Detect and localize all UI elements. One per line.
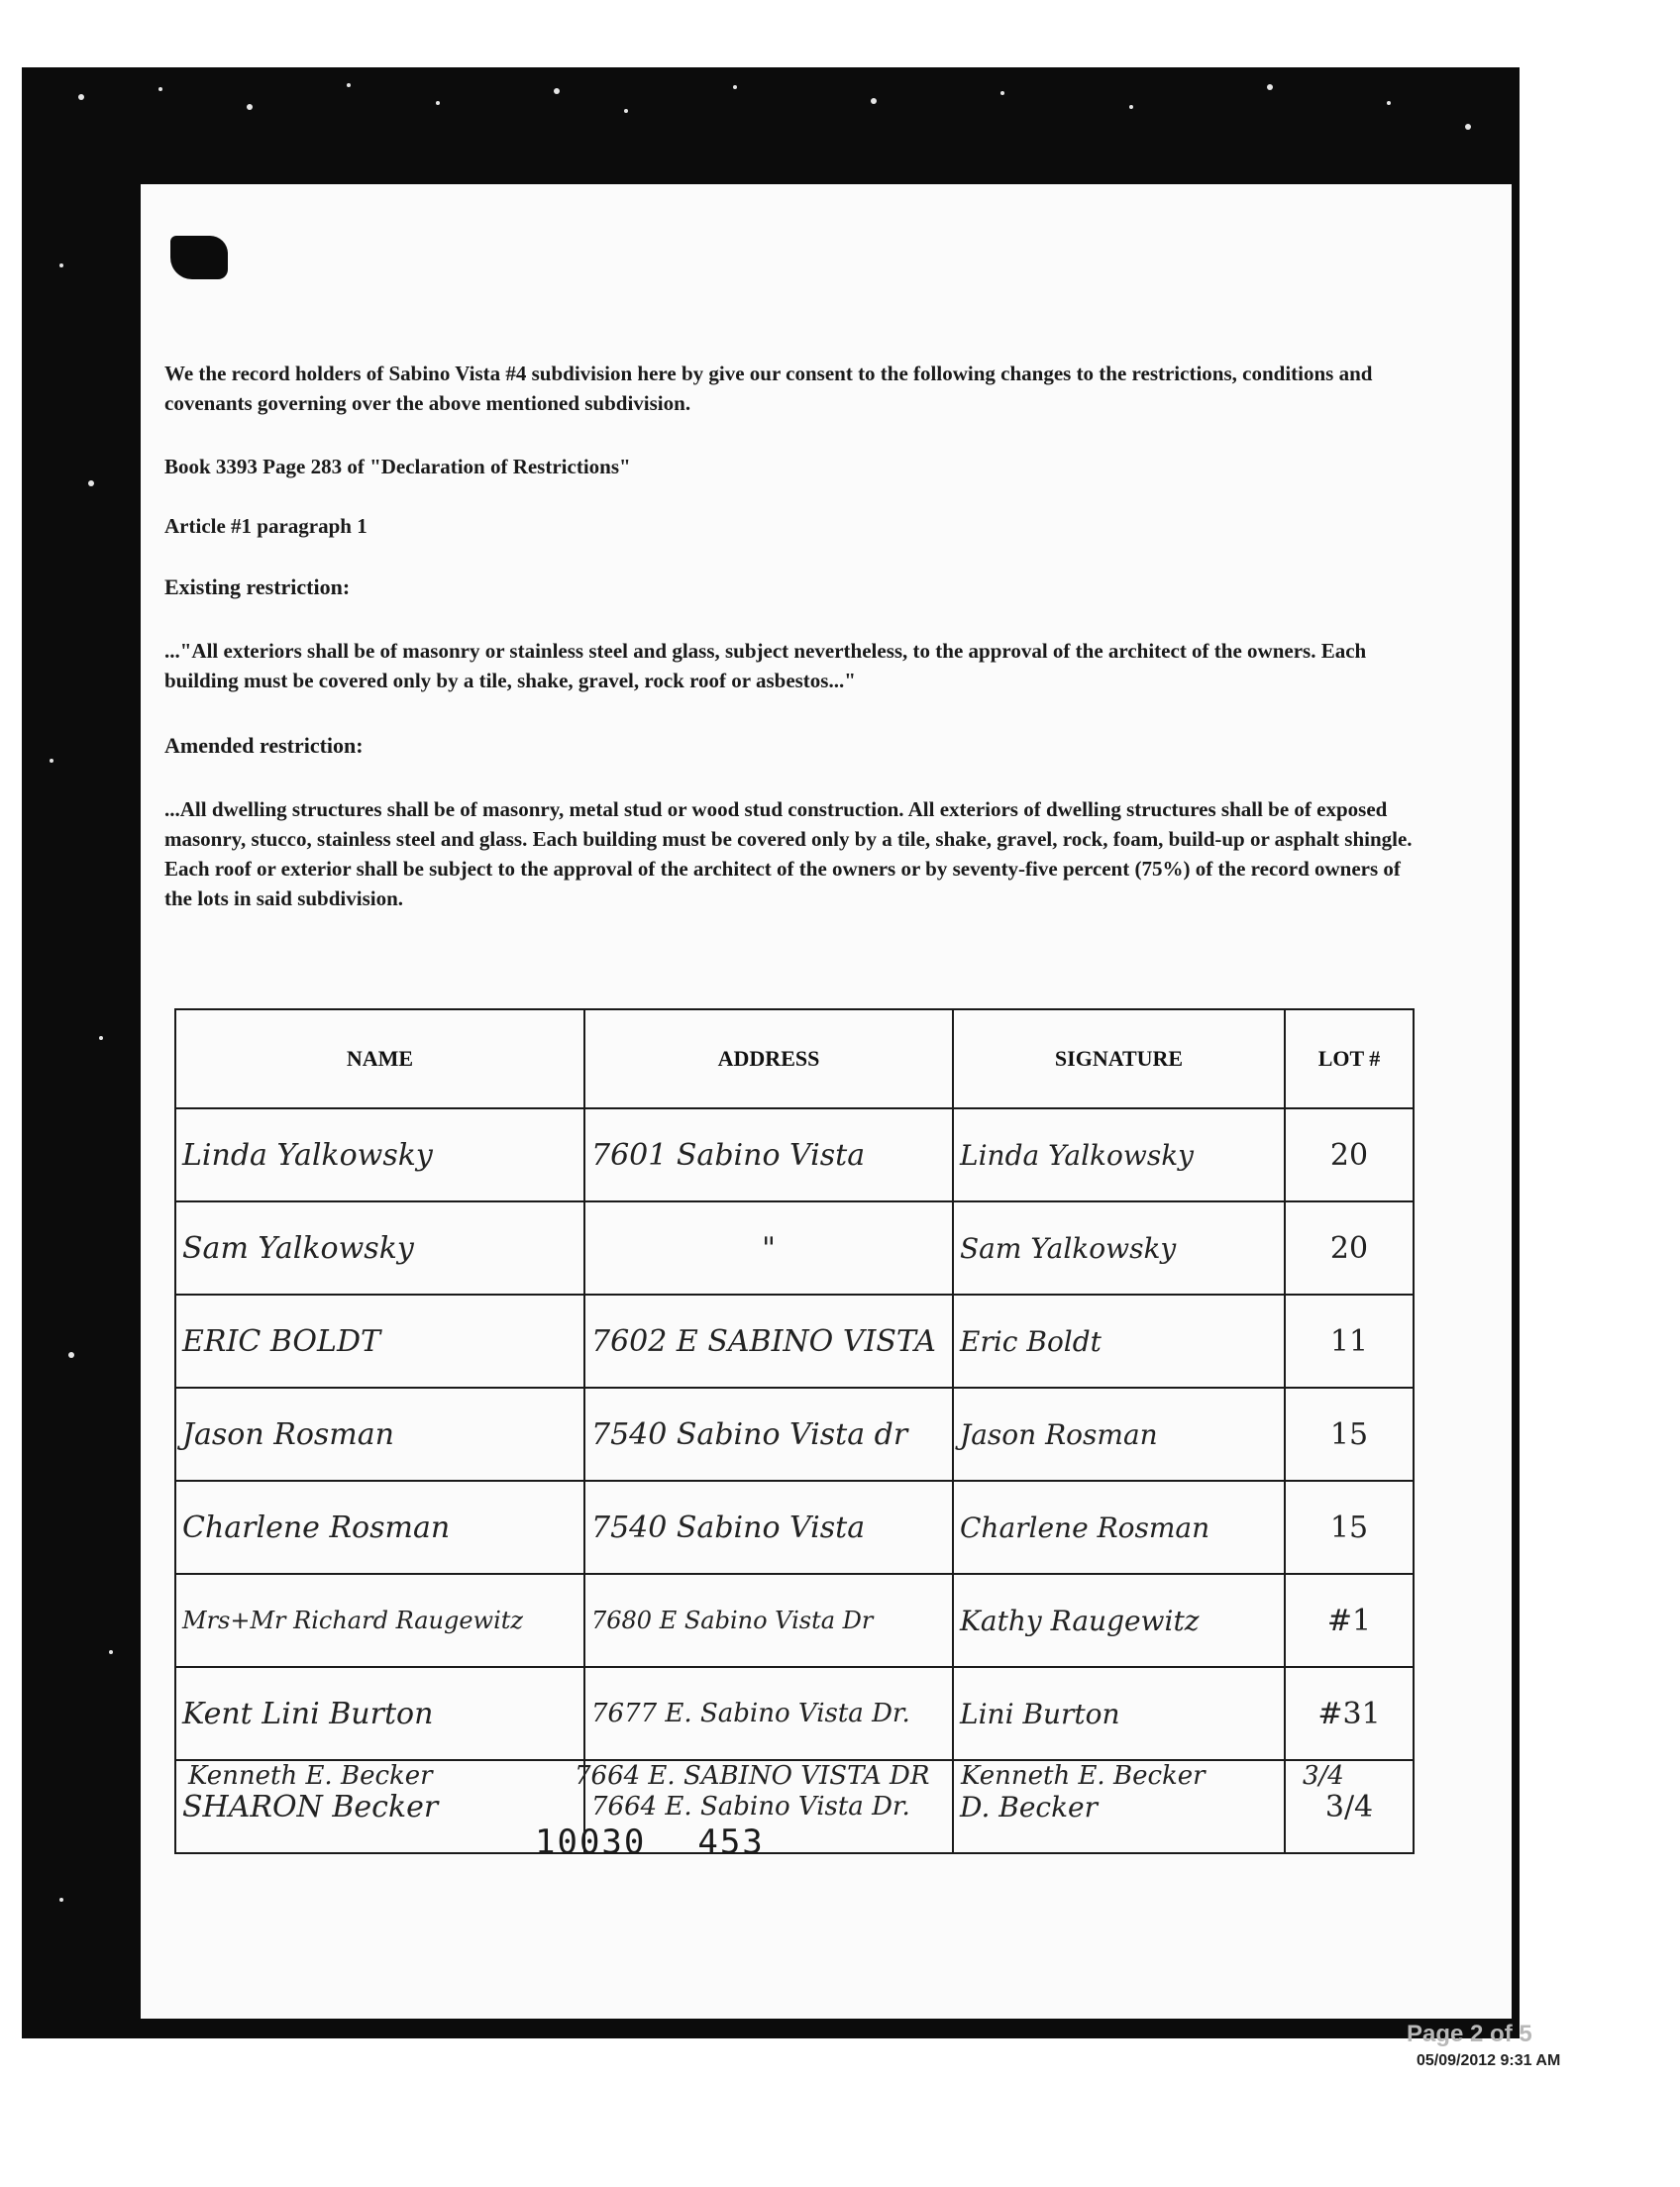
- cell-name: Kent Lini Burton: [175, 1667, 584, 1760]
- existing-restriction-text: ..."All exteriors shall be of masonry or stainless steel and glass, subject nevertheless, to the approval of the architect of the owners. Each building must be covered only by a tile, shake, gravel, rock roof or asbestos...": [164, 639, 1367, 692]
- cell-signature: Linda Yalkowsky: [953, 1108, 1285, 1201]
- recording-stamp: [535, 1822, 816, 1862]
- column-header-name: NAME: [175, 1009, 584, 1108]
- cell-name: ERIC BOLDT: [175, 1295, 584, 1388]
- table-row: [175, 1481, 1414, 1574]
- cell-lot: 20: [1285, 1108, 1414, 1201]
- recording-number: 10030: [535, 1822, 647, 1862]
- intro-paragraph: We the record holders of Sabino Vista #4 subdivision here by give our consent to the following changes to the restrictions, conditions and covenants governing over the above mentioned subdivision.: [164, 362, 1373, 415]
- amended-restriction-heading: Amended restriction:: [164, 733, 364, 758]
- cell-lot: #1: [1285, 1574, 1414, 1667]
- cell-name: Linda Yalkowsky: [175, 1108, 584, 1201]
- cell-address: 7680 E Sabino Vista Dr: [584, 1574, 953, 1667]
- cell-lot: 11: [1285, 1295, 1414, 1388]
- signature-table-wrapper: [174, 1008, 1415, 1854]
- extra-address: 7664 E. SABINO VISTA DR: [575, 1761, 930, 1791]
- table-row: [175, 1295, 1414, 1388]
- cell-signature: Jason Rosman: [953, 1388, 1285, 1481]
- cell-address: ": [584, 1201, 953, 1295]
- column-header-signature: SIGNATURE: [953, 1009, 1285, 1108]
- recording-page: 453: [697, 1822, 765, 1862]
- cell-signature: Kathy Raugewitz: [953, 1574, 1285, 1667]
- cell-lot: #31: [1285, 1667, 1414, 1760]
- cell-lot: 20: [1285, 1201, 1414, 1295]
- cell-address: 7602 E SABINO VISTA: [584, 1295, 953, 1388]
- cell-signature: Sam Yalkowsky: [953, 1201, 1285, 1295]
- cell-lot: 3/4: [1285, 1760, 1414, 1853]
- table-row: [175, 1574, 1414, 1667]
- book-reference: Book 3393 Page 283 of "Declaration of Restrictions": [164, 455, 631, 478]
- extra-lot: 3/4: [1303, 1761, 1344, 1791]
- signature-table: [174, 1008, 1415, 1854]
- cell-name: SHARON Becker: [175, 1760, 584, 1853]
- cell-name: Charlene Rosman: [175, 1481, 584, 1574]
- cell-name: Sam Yalkowsky: [175, 1201, 584, 1295]
- article-reference: Article #1 paragraph 1: [164, 514, 368, 538]
- scan-border: [22, 67, 1520, 2038]
- cell-address: 7540 Sabino Vista dr: [584, 1388, 953, 1481]
- existing-restriction-heading: Existing restriction:: [164, 574, 351, 599]
- scan-blot: [170, 236, 228, 279]
- cell-name: Mrs+Mr Richard Raugewitz: [175, 1574, 584, 1667]
- document-page: [141, 184, 1512, 2019]
- print-timestamp: 05/09/2012 9:31 AM: [1417, 2052, 1561, 2069]
- table-row: [175, 1201, 1414, 1295]
- cell-lot: 15: [1285, 1481, 1414, 1574]
- cell-signature: D. Becker: [953, 1760, 1285, 1853]
- table-header-row: [175, 1009, 1414, 1108]
- cell-address: 7601 Sabino Vista: [584, 1108, 953, 1201]
- cell-name: Jason Rosman: [175, 1388, 584, 1481]
- cell-address: 7677 E. Sabino Vista Dr.: [584, 1667, 953, 1760]
- column-header-address: ADDRESS: [584, 1009, 953, 1108]
- table-row: [175, 1667, 1414, 1760]
- extra-signature: Kenneth E. Becker: [961, 1761, 1206, 1791]
- extra-signature-row: [188, 1753, 1426, 1813]
- cell-signature: Lini Burton: [953, 1667, 1285, 1760]
- cell-lot: 15: [1285, 1388, 1414, 1481]
- cell-address: 7664 E. Sabino Vista Dr.: [584, 1760, 953, 1853]
- page-indicator: Page 2 of 5: [1407, 2021, 1532, 2047]
- amended-restriction-text: ...All dwelling structures shall be of masonry, metal stud or wood stud construction. All exteriors of dwelling structures shall be of exposed masonry, stucco, stainless steel and glass. Each building must be covered only by a tile, shake, gravel, rock, foam, build-up or asphalt shingle. Each roof or exterior shall be subject to the approval of the architect of the owners or by seventy-five percent (75%) of the record owners of the lots in said subdivision.: [164, 797, 1413, 910]
- table-row: [175, 1388, 1414, 1481]
- extra-name: Kenneth E. Becker: [188, 1761, 433, 1791]
- cell-signature: Charlene Rosman: [953, 1481, 1285, 1574]
- cell-signature: Eric Boldt: [953, 1295, 1285, 1388]
- column-header-lot: LOT #: [1285, 1009, 1414, 1108]
- table-row: [175, 1108, 1414, 1201]
- cell-address: 7540 Sabino Vista: [584, 1481, 953, 1574]
